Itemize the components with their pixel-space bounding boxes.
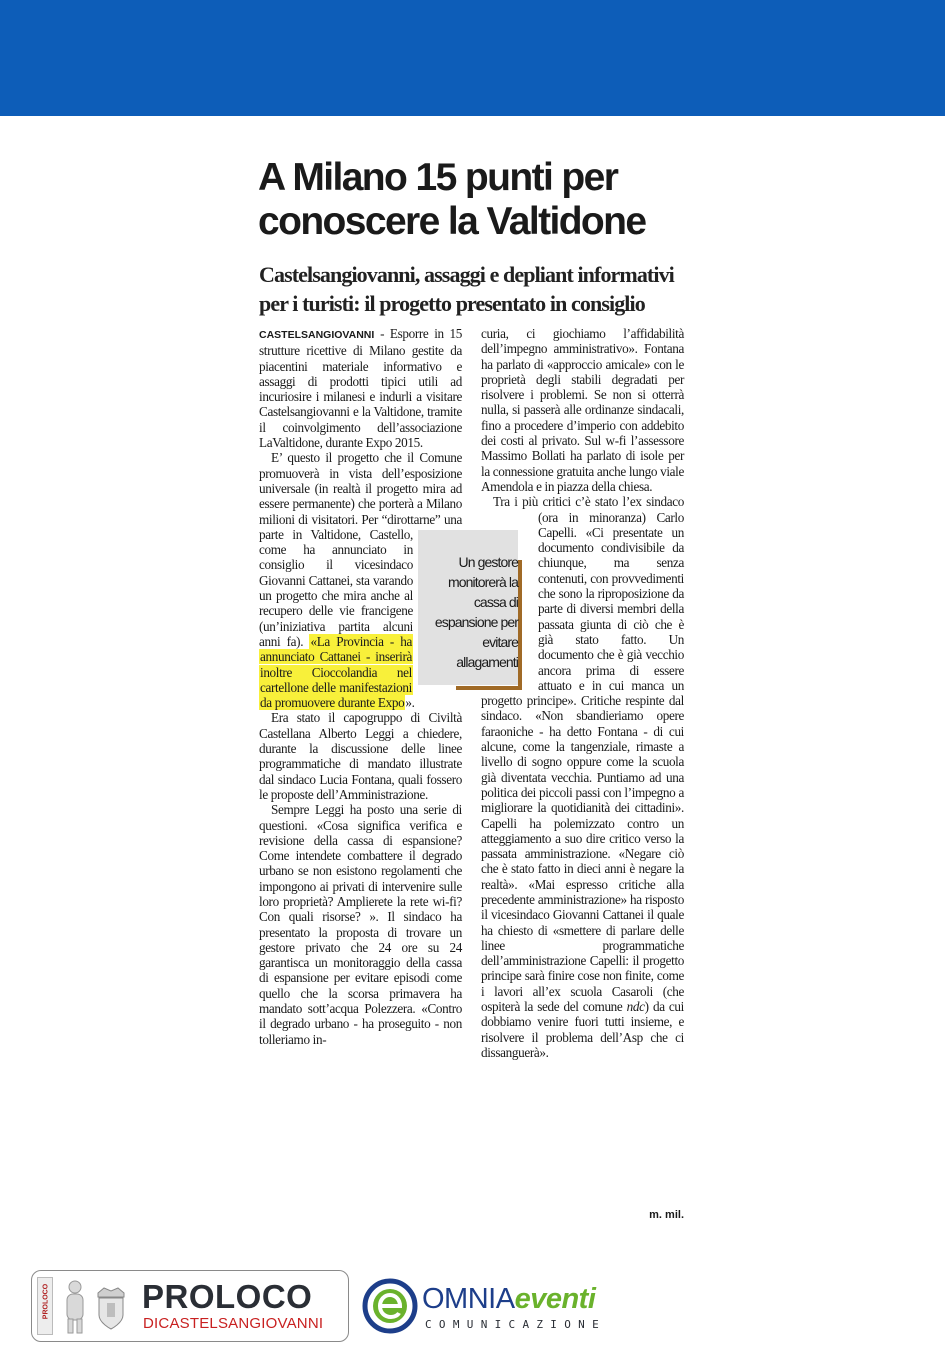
- proloco-vertical-label: PROLOCO: [37, 1277, 53, 1335]
- pull-quote-accent-vertical: [518, 560, 522, 690]
- highlighted-quote: «La Provincia - ha annunciato Cattanei - inserirà inoltre Cioccolandia nel cartellone delle manifestazioni da promuovere durante Expo: [260, 633, 412, 711]
- mascot-icon: [58, 1279, 92, 1335]
- proloco-logo: [31, 1270, 349, 1342]
- omnia-tagline: COMUNICAZIONE: [425, 1318, 606, 1331]
- paragraph-4: Sempre Leggi ha posto una serie di questioni. «Cosa significa verifica e revisione della cassa di espansione? Come intendete combattere il degrado urbano se non esistono regolamenti che impongono ai privati di intervenire sulle loro proprietà? Amplierete la rete wi-fi? Con quali risorse? ». Il sindaco ha presentato la proposta di trovare un gestore privato che 24 ore su 24 garantisca un monitoraggio della cassa di espansione per evitare episodi come quello che la scorsa primavera ha mandato sott’acqua Polezzera. «Contro il degrado urbano - ha proseguito - non tolleriamo in-: [259, 802, 462, 1047]
- paragraph-2-text: E’ questo il progetto che il Comune promuoverà in vista dell’esposizione universale (in realtà il progetto mira ad essere permanente) che porterà a Milano milioni di visitatori. Per “dirottarne” una parte in Valtidone, Castello, come ha annunciato in consiglio il vicesindaco Giovanni Cattanei, sta varando un progetto che mira anche al recupero delle vie francigene (un’iniziativa partita alcuni anni fa).: [259, 450, 462, 649]
- paragraph-6-italic: ndc: [626, 999, 645, 1015]
- author-signature: m. mil.: [649, 1209, 684, 1221]
- e-logo-icon: [362, 1278, 418, 1334]
- pull-quote-accent-horizontal: [456, 686, 522, 690]
- paragraph-6-end: ) da cui dobbiamo venire fuori tutti insieme, e risolvere il problema dell’Asp che ci dissanguerà».: [481, 999, 684, 1060]
- pull-quote: [418, 530, 522, 690]
- paragraph-5: curia, ci giochiamo l’affidabilità dell’impegno amministrativo». Fontana ha parlato di «approccio amicale» con le proprietà degli stabili degradati per risolvere i problemi. Se non si otterrà nulla, si passerà alle ordinanze sindacali, fino a procedere d’imperio con addebito dei costi al privato. Sul w-fi l’assessore Massimo Bollati ha parlato di isole per la connessione gratuita anche lungo viale Amendola e in piazza della chiesa.: [481, 326, 684, 494]
- article-headline: A Milano 15 punti per conoscere la Valtidone: [258, 156, 646, 243]
- paragraph-2-end: ».: [405, 695, 415, 711]
- paragraph-1-text: - Esporre in 15 strutture ricettive di Milano gestite da piacentini materiale informativo e assaggi di prodotti tipici utili ad incuriosire i milanesi e indurli a visitare Castelsangiovanni e la Valtidone, tramite il coinvolgimento dell’associazione LaValtidone, durante Expo 2015.: [259, 326, 462, 451]
- article-subhead: Castelsangiovanni, assaggi e depliant informativi per i turisti: il progetto presentato in consiglio: [259, 262, 674, 316]
- paragraph-3: Era stato il capogruppo di Civiltà Castellana Alberto Leggi a chiedere, durante la discussione delle linee programmatiche di mandato illustrate dal sindaco Lucia Fontana, quali fossero le proposte dell’Amministrazione.: [259, 710, 462, 802]
- crest-icon: [94, 1285, 128, 1331]
- proloco-name: PROLOCO: [142, 1278, 313, 1315]
- omnia-wordmark: OMNIAeventi: [422, 1283, 596, 1315]
- omnia-eventi-logo: [362, 1278, 622, 1342]
- paragraph-6-text: Tra i più critici c’è stato l’ex sindaco (ora in minoranza) Carlo Capelli. «Ci presentate un documento condivisibile da chiunque, ma senza contenuti, con provvedimenti che sono la riproposizione da parte di diversi membri della passata giunta di ciò che è già stato fatto. Un documento che è già vecchio ancora prima di essere attuato e in cui manca un progetto principe». Critiche respinte dal sindaco. «Non sbandieriamo opere faraoniche - ha detto Fontana - di cui alcune, come la tangenziale, rimaste a livello di sogno oppure come la scuola già diventata vecchia. Puntiamo ad una politica dei piccoli passi con l’impegno a migliorare la quotidianità dei cittadini». Capelli ha polemizzato contro un atteggiamento a suo dire critico verso la passata amministrazione. «Negare ciò che è stato fatto in dieci anni è negare la realtà». «Mai espresso critiche alla precedente amministrazione» ha risposto il vicesindaco Giovanni Cattanei il quale ha chiesto di «smettere di parlare delle linee programmatiche dell’amministrazione Capelli: il progetto principe sarà finire cose non finite, come i lavori all’ex scuola Casaroli (che ospiterà la sede del comune: [481, 494, 684, 1015]
- proloco-town: DICASTELSANGIOVANNI: [143, 1315, 324, 1332]
- header-bar: [0, 0, 945, 116]
- paragraph-1: [259, 326, 462, 450]
- article-column-2: [481, 326, 684, 1060]
- dateline: CASTELSANGIOVANNI: [259, 329, 375, 341]
- pull-quote-text: Un gestore monitorerà la cassa di espansione per evitare allagamenti: [434, 554, 518, 670]
